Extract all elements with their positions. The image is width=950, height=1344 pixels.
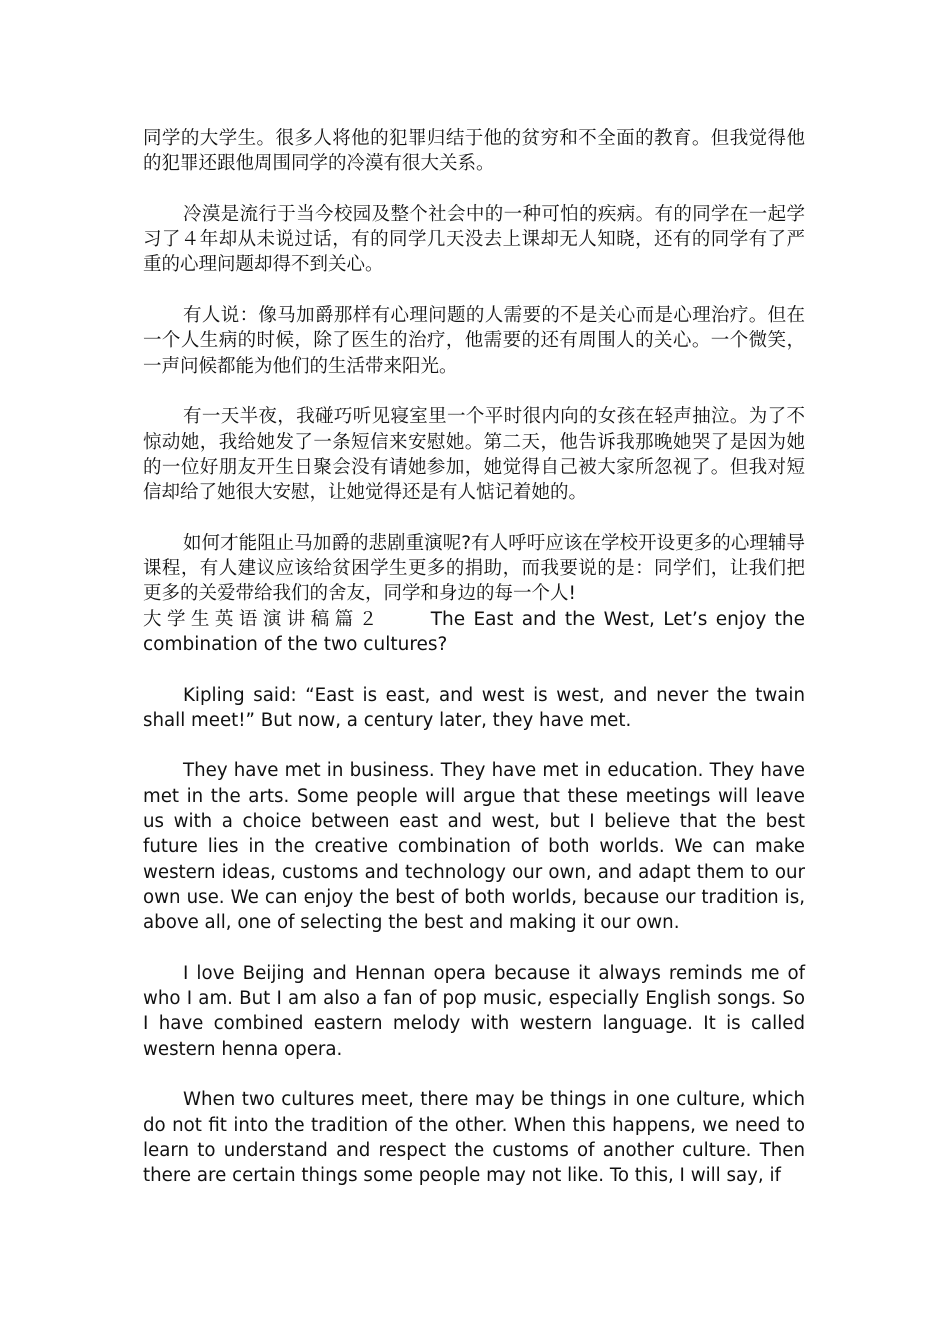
section-heading-cn: 大学生英语演讲稿篇２	[143, 608, 383, 630]
paragraph-en-1: Kipling said: “East is east, and west is west, and never the twain shall meet!” But now, a century later, they have met.	[143, 684, 805, 731]
paragraph-en-2: They have met in business. They have met in education. They have met in the arts. Some people will argue that these meetings will leave us with a choice between east and west, but I believe that the best future lies in the creative combination of both worlds. We can make western ideas, customs and technology our own, and adapt them to our own use. We can enjoy the best of both worlds, because our tradition is, above all, one of selecting the best and making it our own.	[143, 760, 805, 934]
section-heading-en: The East and the West, Let’s enjoy the combination of the two cultures?	[143, 608, 805, 655]
document-page	[143, 126, 805, 1188]
paragraph-cn-3: 有人说：像马加爵那样有心理问题的人需要的不是关心而是心理治疗。但在一个人生病的时候，除了医生的治疗，他需要的还有周围人的关心。一个微笑，一声问候都能为他们的生活带来阳光。	[143, 305, 805, 377]
paragraph-cn-2: 冷漠是流行于当今校园及整个社会中的一种可怕的疾病。有的同学在一起学习了４年却从未说过话，有的同学几天没去上课却无人知晓，还有的同学有了严重的心理问题却得不到关心。	[143, 203, 805, 276]
paragraph-cn-1: 同学的大学生。很多人将他的犯罪归结于他的贫穷和不全面的教育。但我觉得他的犯罪还跟他周围同学的冷漠有很大关系。	[143, 128, 805, 175]
paragraph-cn-4: 有一天半夜，我碰巧听见寝室里一个平时很内向的女孩在轻声抽泣。为了不惊动她，我给她发了一条短信来安慰她。第二天，他告诉我那晚她哭了是因为她的一位好朋友开生日聚会没有请她参加，她觉得自己被大家所忽视了。但我对短信却给了她很大安慰，让她觉得还是有人惦记着她的。	[143, 406, 805, 504]
paragraph-en-3: I love Beijing and Hennan opera because it always reminds me of who I am. But I am also a fan of pop music, especially English songs. So I have combined eastern melody with western language. It is called western henna opera.	[143, 962, 805, 1060]
section-heading	[143, 607, 805, 658]
paragraph-en-4: When two cultures meet, there may be things in one culture, which do not fit into the tradition of the other. When this happens, we need to learn to understand and respect the customs of another culture. Then there are certain things some people may not like. To this, I will say, if	[143, 1089, 805, 1187]
paragraph-cn-5: 如何才能阻止马加爵的悲剧重演呢?有人呼吁应该在学校开设更多的心理辅导课程，有人建议应该给贫困学生更多的捐助，而我要说的是：同学们，让我们把更多的关爱带给我们的舍友，同学和身边的每一个人!	[143, 532, 805, 605]
